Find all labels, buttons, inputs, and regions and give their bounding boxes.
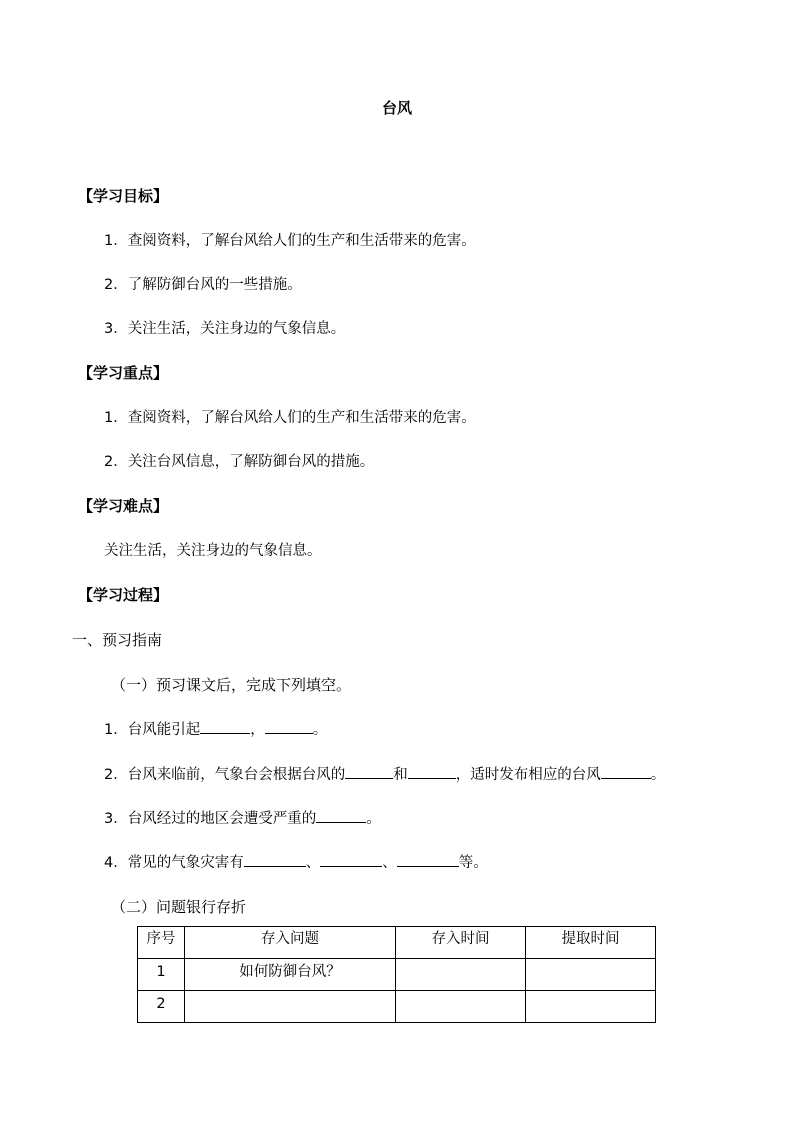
key-points-heading: 【学习重点】 [78, 364, 169, 382]
table-cell[interactable] [526, 991, 656, 1023]
question-1 [104, 719, 327, 740]
answer-blank[interactable] [200, 719, 250, 734]
question-text: 3．台风经过的地区会遭受严重的 [104, 811, 317, 827]
objective-item: 3．关注生活，关注身边的气象信息。 [104, 321, 346, 337]
objective-item: 1．查阅资料，了解台风给人们的生产和生活带来的危害。 [104, 233, 476, 249]
question-text: 2．台风来临前，气象台会根据台风的 [104, 767, 346, 783]
answer-blank[interactable] [345, 764, 393, 779]
table-header: 存入问题 [185, 927, 396, 959]
answer-blank[interactable] [244, 852, 306, 867]
table-cell[interactable] [396, 959, 526, 991]
table-header: 存入时间 [396, 927, 526, 959]
answer-blank[interactable] [408, 764, 456, 779]
table-cell: 1 [138, 959, 185, 991]
question-text: 和 [393, 767, 408, 783]
table-cell[interactable] [396, 991, 526, 1023]
question-3 [104, 808, 381, 829]
table-cell[interactable]: 如何防御台风？ [185, 959, 396, 991]
key-point-item: 2．关注台风信息，了解防御台风的措施。 [104, 454, 375, 470]
table-cell[interactable] [185, 991, 396, 1023]
question-text: 等。 [458, 855, 488, 871]
answer-blank[interactable] [316, 808, 366, 823]
question-text: ， [250, 722, 265, 738]
question-text: 。 [650, 767, 666, 783]
table-row [138, 991, 656, 1023]
difficulties-heading: 【学习难点】 [78, 497, 169, 515]
answer-blank[interactable] [265, 719, 313, 734]
table-header: 序号 [138, 927, 185, 959]
process-heading: 【学习过程】 [78, 586, 169, 604]
question-bank-table [137, 926, 656, 1023]
question-text: 。 [312, 722, 328, 738]
answer-blank[interactable] [320, 852, 382, 867]
question-text: 4．常见的气象灾害有 [104, 855, 244, 871]
part-question-bank: （二）问题银行存折 [111, 898, 247, 916]
key-point-item: 1．查阅资料，了解台风给人们的生产和生活带来的危害。 [104, 410, 476, 426]
answer-blank[interactable] [397, 852, 459, 867]
objectives-heading: 【学习目标】 [78, 187, 169, 205]
question-4 [104, 852, 488, 873]
table-cell[interactable] [526, 959, 656, 991]
table-header-row [138, 927, 656, 959]
question-2 [104, 764, 665, 785]
question-text: ，适时发布相应的台风 [455, 767, 601, 783]
answer-blank[interactable] [601, 764, 651, 779]
question-text: 1．台风能引起 [104, 722, 201, 738]
question-text: 、 [382, 855, 397, 871]
question-text: 。 [366, 811, 381, 827]
objective-item: 2．了解防御台风的一些措施。 [104, 277, 302, 293]
section-preview-guide: 一、预习指南 [72, 631, 163, 649]
table-row [138, 959, 656, 991]
table-header: 提取时间 [526, 927, 656, 959]
table-cell: 2 [138, 991, 185, 1023]
page-title: 台风 [381, 99, 412, 117]
difficulties-text: 关注生活，关注身边的气象信息。 [104, 543, 322, 559]
question-text: 、 [305, 855, 321, 871]
part-fill-blanks: （一）预习课文后，完成下列填空。 [111, 676, 352, 694]
